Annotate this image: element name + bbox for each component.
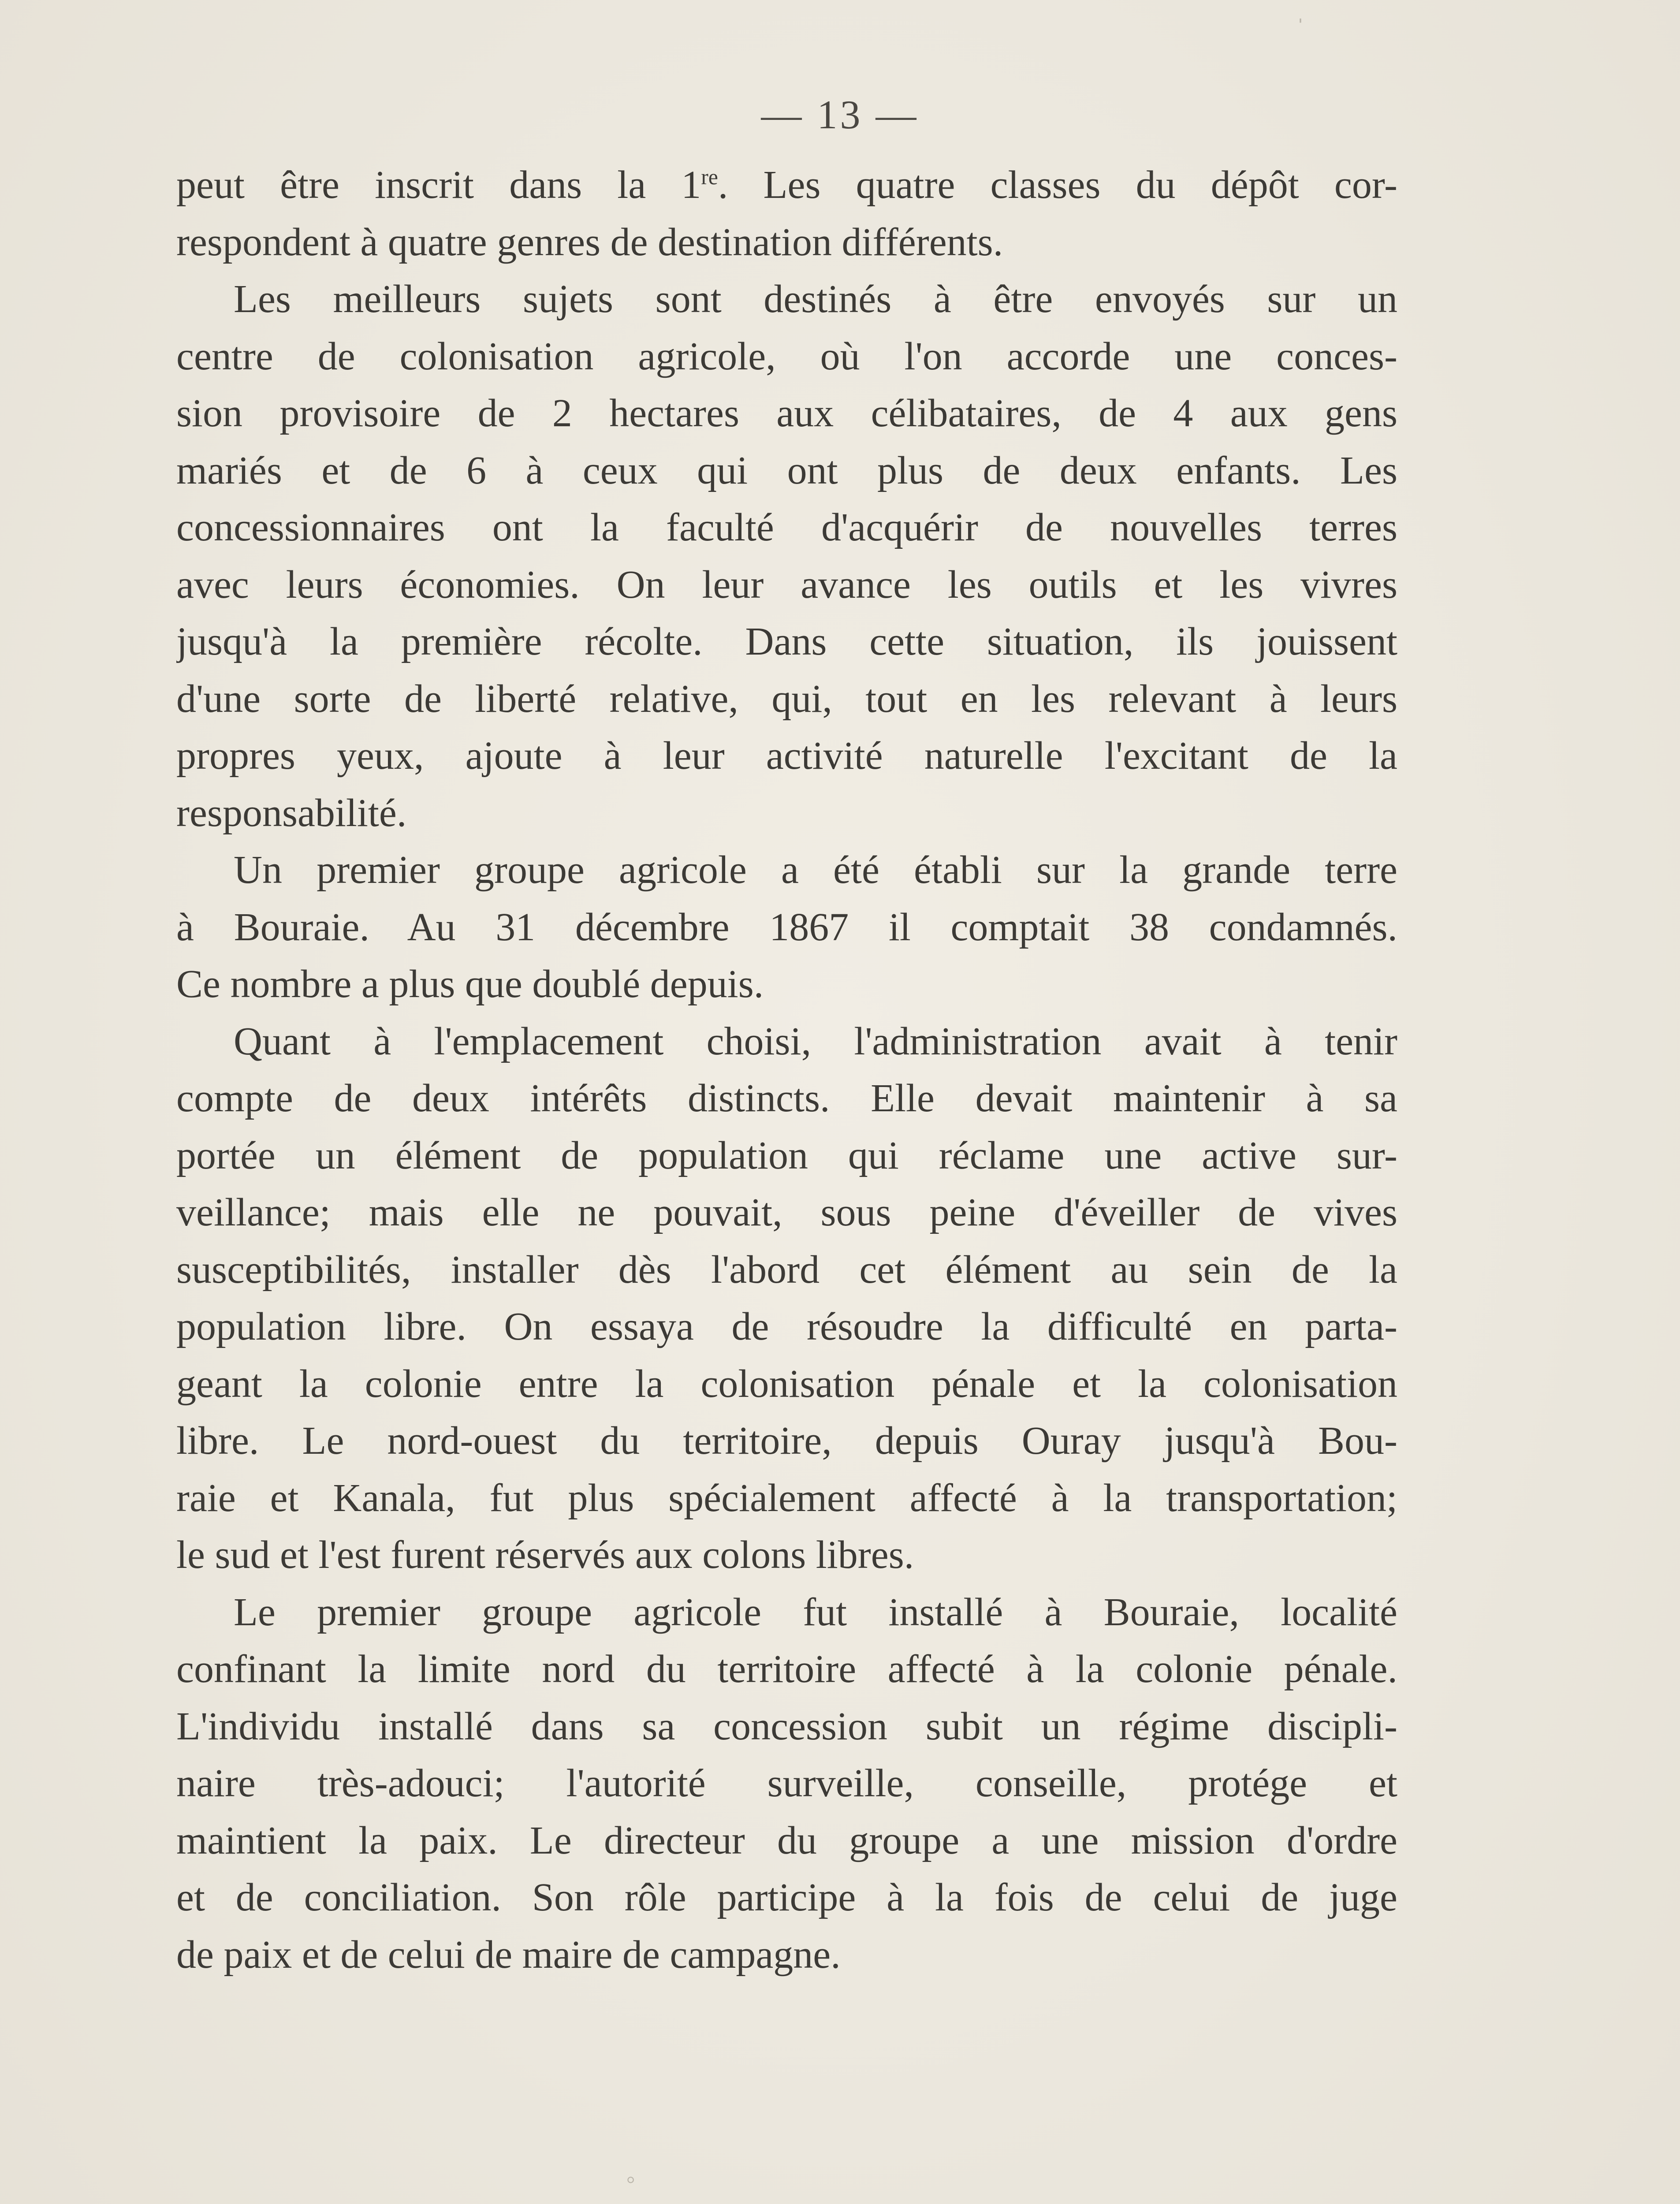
- text-line: d'une sorte de liberté relative, qui, tout en les relevant à leurs: [176, 677, 1397, 721]
- paper-speck: ◦: [626, 2165, 636, 2194]
- text-line: centre de colonisation agricole, où l'on accorde une conces-: [176, 334, 1397, 378]
- text-line: Un premier groupe agricole a été établi sur la grande terre: [234, 848, 1397, 892]
- text-line: concessionnaires ont la faculté d'acquérir de nouvelles terres: [176, 506, 1397, 549]
- text-line: mariés et de 6 à ceux qui ont plus de deux enfants. Les: [176, 448, 1397, 492]
- text-line: avec leurs économies. On leur avance les outils et les vivres: [176, 562, 1397, 607]
- text-line: susceptibilités, installer dès l'abord cet élément au sein de la: [176, 1247, 1397, 1292]
- text-line: et de conciliation. Son rôle participe à la fois de celui de juge: [176, 1876, 1397, 1919]
- text-line: Les meilleurs sujets sont destinés à être envoyés sur un: [234, 277, 1397, 321]
- text-line: à Bouraie. Au 31 décembre 1867 il comptait 38 condamnés.: [176, 905, 1397, 949]
- text-line: le sud et l'est furent réservés aux colons libres.: [176, 1533, 914, 1577]
- text-line: responsabilité.: [176, 791, 407, 835]
- text-line: compte de deux intérêts distincts. Elle devait maintenir à sa: [176, 1076, 1397, 1120]
- text-line: peut être inscrit dans la 1re. Les quatre classes du dépôt cor-: [176, 163, 1397, 207]
- text-line: jusqu'à la première récolte. Dans cette situation, ils jouissent: [176, 620, 1397, 663]
- text-line: L'individu installé dans sa concession subit un régime discipli-: [176, 1704, 1397, 1748]
- text-line: portée un élément de population qui réclame une active sur-: [176, 1133, 1397, 1177]
- text-line: population libre. On essaya de résoudre la difficulté en parta-: [176, 1305, 1397, 1348]
- text-line: veillance; mais elle ne pouvait, sous peine d'éveiller de vives: [176, 1191, 1397, 1234]
- text-line: maintient la paix. Le directeur du groupe a une mission d'ordre: [176, 1818, 1397, 1862]
- text-line: libre. Le nord-ouest du territoire, depuis Ouray jusqu'à Bou-: [176, 1419, 1397, 1463]
- text-line: Ce nombre a plus que doublé depuis.: [176, 962, 764, 1006]
- paper-speck: ˈ: [1296, 14, 1305, 43]
- text-line: geant la colonie entre la colonisation pénale et la colonisation: [176, 1362, 1397, 1406]
- page-number: — 13 —: [761, 92, 919, 137]
- text-line: raie et Kanala, fut plus spécialement affecté à la transportation;: [176, 1476, 1397, 1520]
- body-text: [176, 156, 1397, 1983]
- text-line: propres yeux, ajoute à leur activité naturelle l'excitant de la: [176, 734, 1397, 778]
- text-line: respondent à quatre genres de destination différents.: [176, 220, 1003, 264]
- text-line: sion provisoire de 2 hectares aux célibataires, de 4 aux gens: [176, 391, 1397, 435]
- text-line: Quant à l'emplacement choisi, l'administration avait à tenir: [234, 1019, 1397, 1063]
- text-line: confinant la limite nord du territoire affecté à la colonie pénale.: [176, 1647, 1397, 1691]
- text-line: naire très-adouci; l'autorité surveille, conseille, protége et: [176, 1761, 1397, 1805]
- text-line: Le premier groupe agricole fut installé à Bouraie, localité: [234, 1590, 1397, 1634]
- text-line: de paix et de celui de maire de campagne.: [176, 1932, 841, 1977]
